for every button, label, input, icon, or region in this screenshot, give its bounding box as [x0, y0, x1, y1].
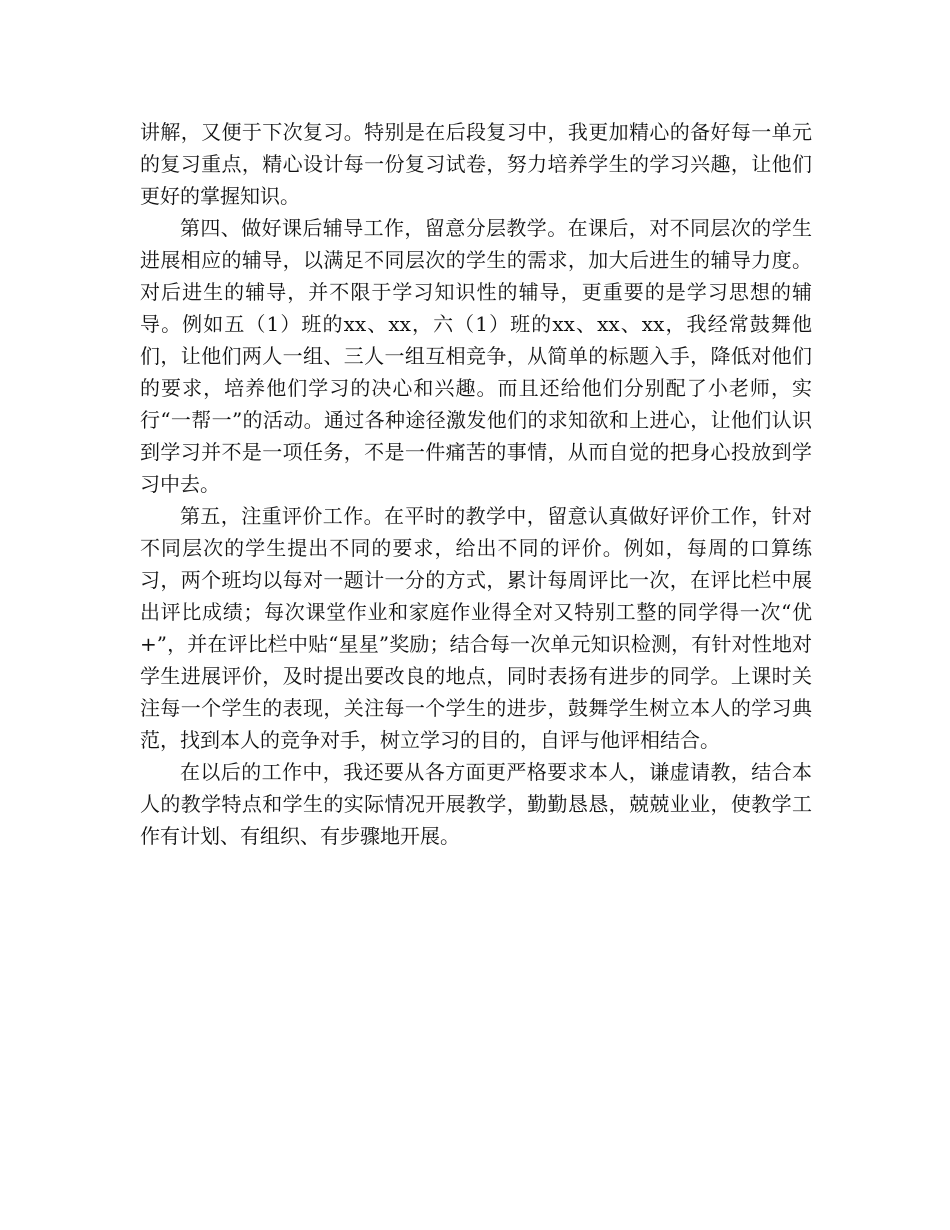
document-body [140, 116, 812, 852]
paragraph-conclusion: 在以后的工作中，我还要从各方面更严格要求本人，谦虚请教，结合本人的教学特点和学生的实际情况开展教学，勤勤恳恳，兢兢业业，使教学工作有计划、有组织、有步骤地开展。 [140, 760, 812, 848]
paragraph-fourth-point: 第四、做好课后辅导工作，留意分层教学。在课后，对不同层次的学生进展相应的辅导，以满足不同层次的学生的需求，加大后进生的辅导力度。对后进生的辅导，并不限于学习知识性的辅导，更重要的是学习思想的辅导。例如五（1）班的xx、xx，六（1）班的xx、xx、xx，我经常鼓舞他们，让他们两人一组、三人一组互相竞争，从简单的标题入手，降低对他们的要求，培养他们学习的决心和兴趣。而且还给他们分别配了小老师，实行“一帮一”的活动。通过各种途径激发他们的求知欲和上进心，让他们认识到学习并不是一项任务，不是一件痛苦的事情，从而自觉的把身心投放到学习中去。 [140, 216, 812, 496]
paragraph-continued: 讲解，又便于下次复习。特别是在后段复习中，我更加精心的备好每一单元的复习重点，精心设计每一份复习试卷，努力培养学生的学习兴趣，让他们更好的掌握知识。 [140, 120, 812, 208]
paragraph-fifth-point: 第五，注重评价工作。在平时的教学中，留意认真做好评价工作，针对不同层次的学生提出不同的要求，给出不同的评价。例如，每周的口算练习，两个班均以每对一题计一分的方式，累计每周评比一次，在评比栏中展出评比成绩；每次课堂作业和家庭作业得全对又特别工整的同学得一次“优+”，并在评比栏中贴“星星”奖励；结合每一次单元知识检测，有针对性地对学生进展评价，及时提出要改良的地点，同时表扬有进步的同学。上课时关注每一个学生的表现，关注每一个学生的进步，鼓舞学生树立本人的学习典范，找到本人的竞争对手，树立学习的目的，自评与他评相结合。 [140, 504, 812, 752]
